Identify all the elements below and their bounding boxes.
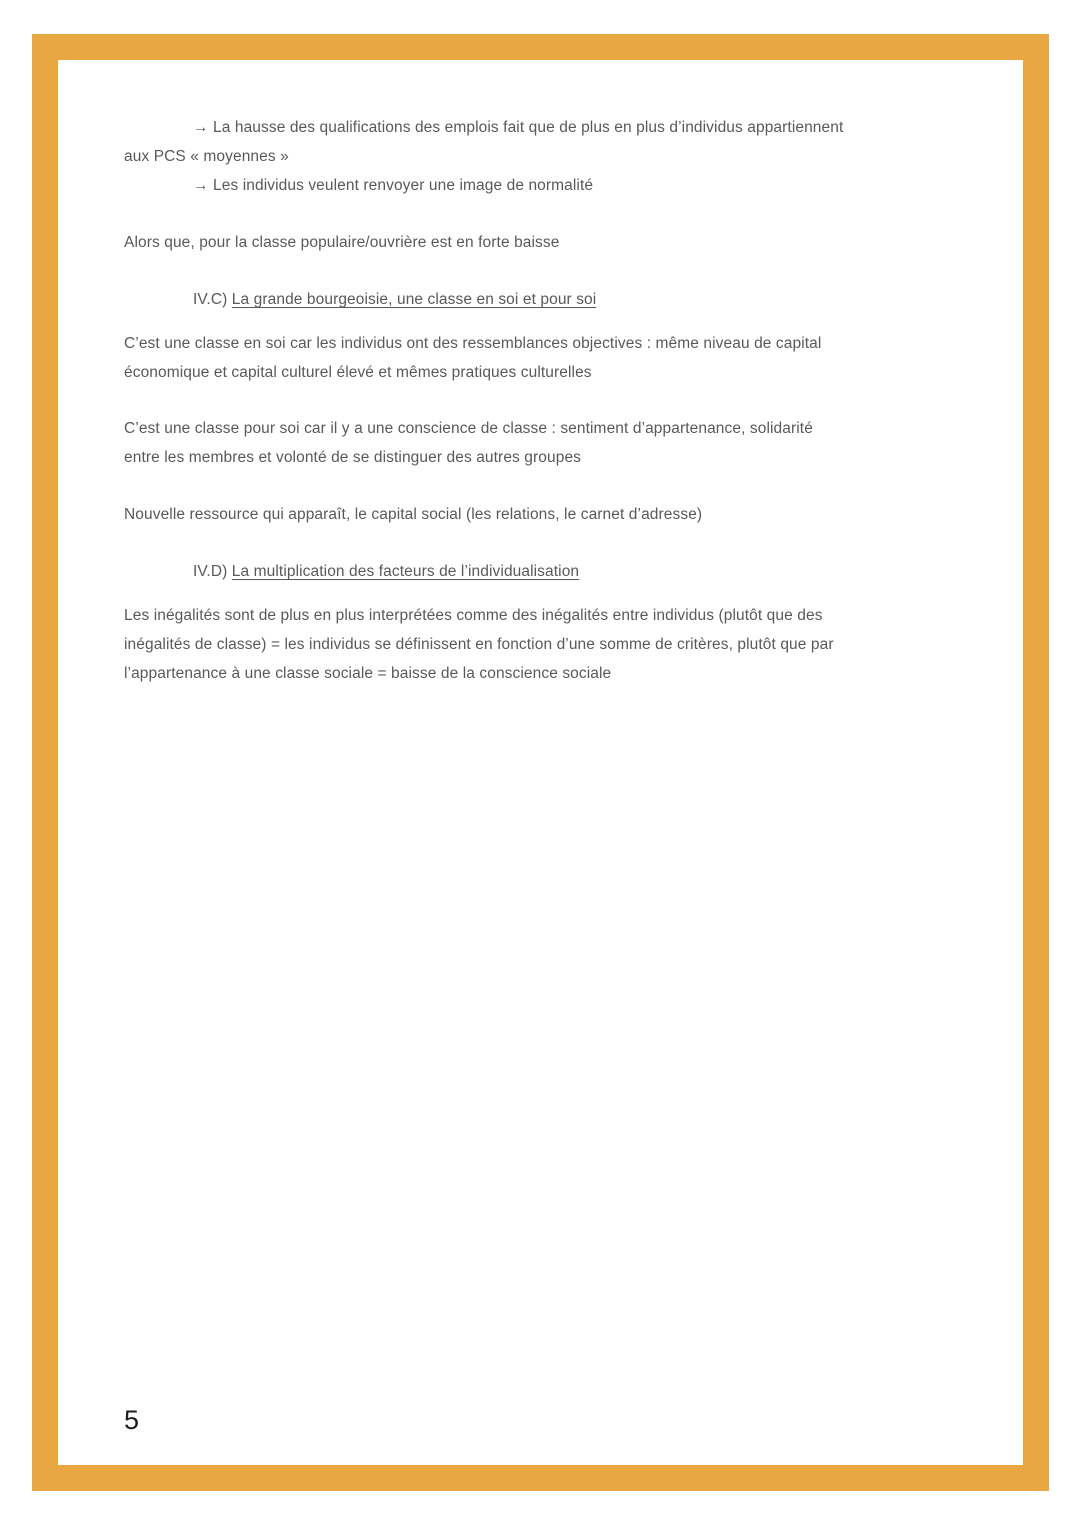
text-line: aux PCS « moyennes » <box>124 148 289 165</box>
page-border-frame <box>32 34 1049 1491</box>
text-line: C’est une classe pour soi car il y a une conscience de classe : sentiment d’appartenance, solidarité <box>124 420 813 437</box>
bullet-paragraph-qualifications <box>124 113 947 171</box>
text-line: entre les membres et volonté de se distinguer des autres groupes <box>124 449 582 466</box>
text-line: Nouvelle ressource qui apparaît, le capital social (les relations, le carnet d’adresse) <box>124 506 703 523</box>
paragraph-classe-pour-soi <box>124 414 947 472</box>
text-line: Les inégalités sont de plus en plus interprétées comme des inégalités entre individus (plutôt que des <box>124 607 823 624</box>
heading-prefix: IV.D) <box>193 563 232 580</box>
text-line: C’est une classe en soi car les individus ont des ressemblances objectives : même niveau de capital <box>124 335 822 352</box>
paragraph-individualisation <box>124 601 947 688</box>
paragraph-capital-social <box>124 500 947 529</box>
bullet-paragraph-normalite <box>124 171 947 200</box>
text-line: inégalités de classe) = les individus se définissent en fonction d’une somme de critères, plutôt que par <box>124 636 834 653</box>
paragraph-classe-populaire <box>124 228 947 257</box>
text-line: Alors que, pour la classe populaire/ouvrière est en forte baisse <box>124 234 560 251</box>
heading-iv-c <box>124 285 947 314</box>
page-number: 5 <box>124 1405 140 1435</box>
text-line: → Les individus veulent renvoyer une image de normalité <box>193 177 594 194</box>
heading-title: La multiplication des facteurs de l’individualisation <box>231 563 580 580</box>
heading-prefix: IV.C) <box>193 291 232 308</box>
paragraph-classe-en-soi <box>124 329 947 387</box>
page-content <box>58 60 1023 716</box>
heading-iv-d <box>124 557 947 586</box>
text-line: l’appartenance à une classe sociale = baisse de la conscience sociale <box>124 665 612 682</box>
heading-title: La grande bourgeoisie, une classe en soi et pour soi <box>231 291 597 308</box>
text-line: économique et capital culturel élevé et mêmes pratiques culturelles <box>124 364 592 381</box>
text-line: → La hausse des qualifications des emplois fait que de plus en plus d’individus appartiennent <box>193 119 844 136</box>
